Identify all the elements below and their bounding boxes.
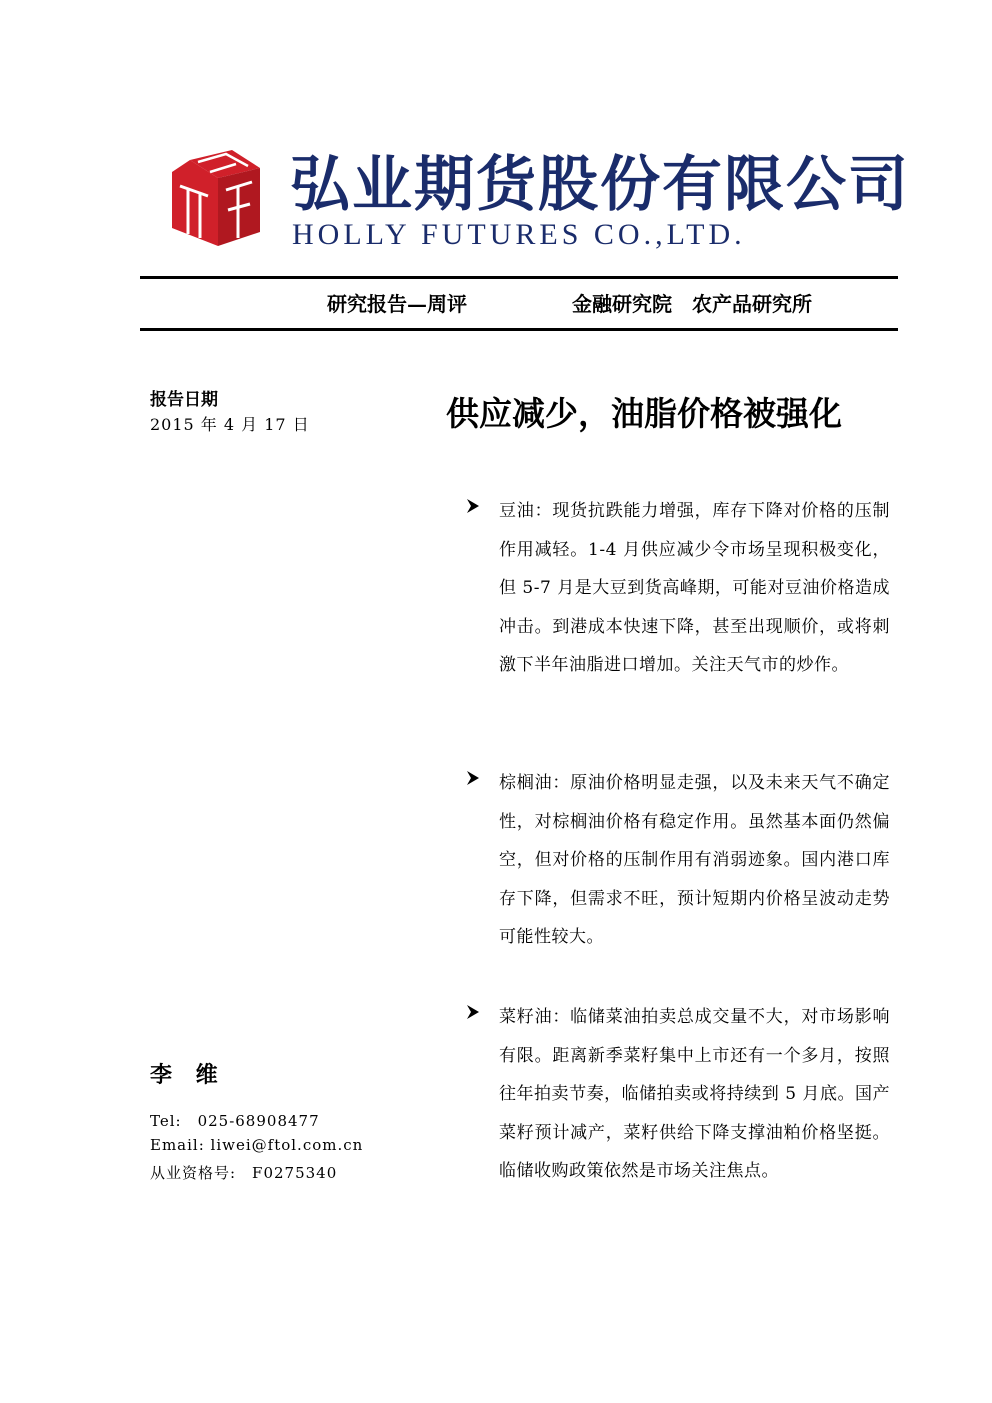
author-tel: Tel: 025-68908477: [150, 1112, 320, 1130]
header-bottom-rule: [140, 328, 898, 331]
bullet-soybean-oil: [466, 492, 890, 685]
arrow-bullet-icon: [466, 498, 480, 514]
bullet-rapeseed-oil: [466, 998, 890, 1191]
author-name: 李 维: [150, 1062, 226, 1088]
author-email: Email: liwei@ftol.com.cn: [150, 1136, 364, 1154]
arrow-bullet-icon: [466, 770, 480, 786]
bullet-text: 豆油：现货抗跌能力增强，库存下降对价格的压制作用减轻。1-4 月供应减少令市场呈现积极变化，但 5-7 月是大豆到货高峰期，可能对豆油价格造成冲击。到港成本快速下降，甚至出现顺价，或将刺激下半年油脂进口增加。关注天气市的炒作。: [499, 501, 890, 675]
departments: 金融研究院 农产品研究所: [572, 292, 812, 316]
report-date-label: 报告日期: [150, 390, 218, 410]
bullet-palm-oil: [466, 764, 890, 957]
company-name-en: HOLLY FUTURES CO.,LTD.: [292, 218, 746, 251]
holly-cube-logo-icon: [170, 150, 262, 246]
company-name-cn: 弘业期货股份有限公司: [290, 150, 910, 220]
report-type: 研究报告—周评: [327, 292, 467, 316]
bullet-text: 棕榈油：原油价格明显走强，以及未来天气不确定性，对棕榈油价格有稳定作用。虽然基本面仍然偏空，但对价格的压制作用有消弱迹象。国内港口库存下降，但需求不旺，预计短期内价格呈波动走势可能性较大。: [499, 773, 890, 947]
author-license: 从业资格号: F0275340: [150, 1164, 338, 1182]
header-top-rule: [140, 276, 898, 279]
arrow-bullet-icon: [466, 1004, 480, 1020]
bullet-text: 菜籽油：临储菜油拍卖总成交量不大，对市场影响有限。距离新季菜籽集中上市还有一个多月，按照往年拍卖节奏，临储拍卖或将持续到 5 月底。国产菜籽预计减产，菜籽供给下降支撑油粕价格坚挺。临储收购政策依然是市场关注焦点。: [499, 1007, 890, 1181]
report-title: 供应减少，油脂价格被强化: [446, 394, 842, 433]
report-date-value: 2015 年 4 月 17 日: [150, 415, 310, 434]
